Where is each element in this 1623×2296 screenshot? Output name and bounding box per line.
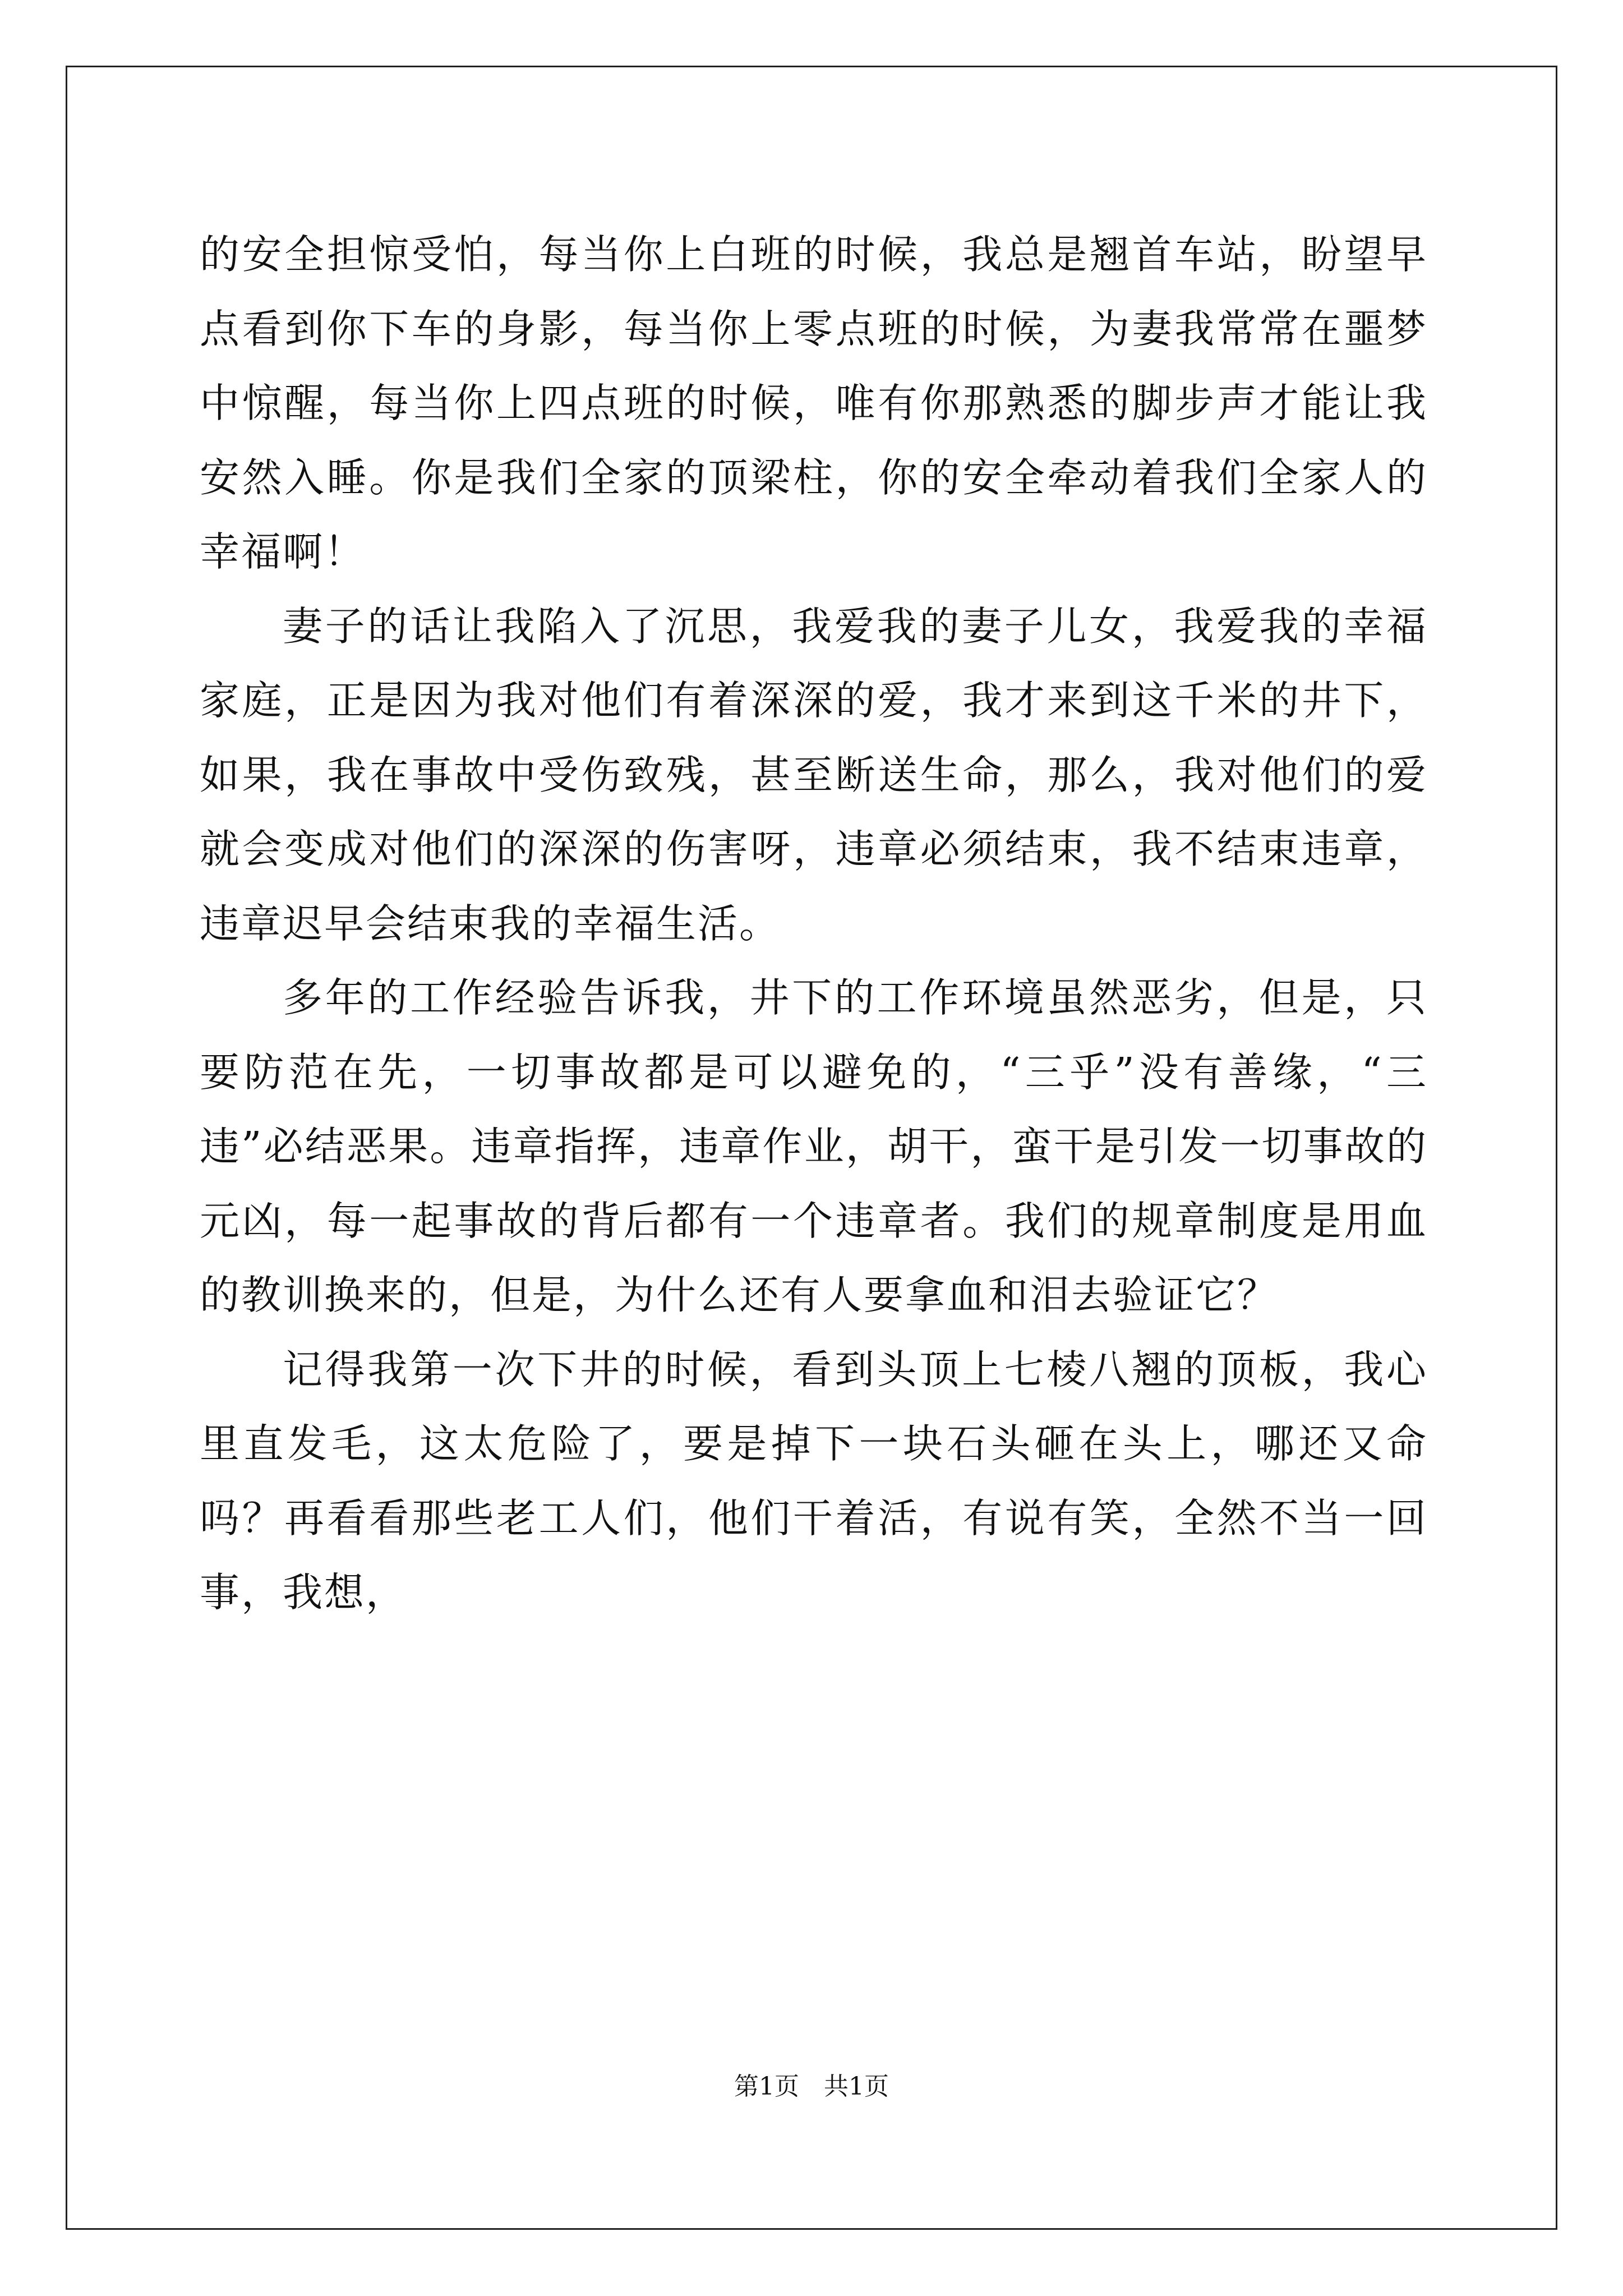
- document-body: [200, 218, 1428, 1630]
- page-number: 第1页: [734, 2072, 799, 2101]
- paragraph-2: 妻子的话让我陷入了沉思，我爱我的妻子儿女，我爱我的幸福家庭，正是因为我对他们有着深深的爱，我才来到这千米的井下，如果，我在事故中受伤致残，甚至断送生命，那么，我对他们的爱就会变成对他们的深深的伤害呀，违章必须结束，我不结束违章，违章迟早会结束我的幸福生活。: [200, 602, 1428, 947]
- paragraph-4: 记得我第一次下井的时候，看到头顶上七棱八翘的顶板，我心里直发毛，这太危险了，要是掉下一块石头砸在头上，哪还又命吗？再看看那些老工人们，他们干着活，有说有笑，全然不当一回事，我想，: [200, 1346, 1428, 1616]
- paragraph-3: 多年的工作经验告诉我，井下的工作环境虽然恶劣，但是，只要防范在先，一切事故都是可以避免的，“三乎”没有善缘，“三违”必结恶果。违章指挥，违章作业，胡干，蛮干是引发一切事故的元凶，每一起事故的背后都有一个违章者。我们的规章制度是用血的教训换来的，但是，为什么还有人要拿血和泪去验证它？: [200, 974, 1428, 1318]
- page-total: 共1页: [824, 2072, 889, 2101]
- page-footer: [0, 2070, 1623, 2104]
- paragraph-1: 的安全担惊受怕，每当你上白班的时候，我总是翘首车站，盼望早点看到你下车的身影，每当你上零点班的时候，为妻我常常在噩梦中惊醒，每当你上四点班的时候，唯有你那熟悉的脚步声才能让我安然入睡。你是我们全家的顶梁柱，你的安全牵动着我们全家人的幸福啊！: [200, 231, 1428, 575]
